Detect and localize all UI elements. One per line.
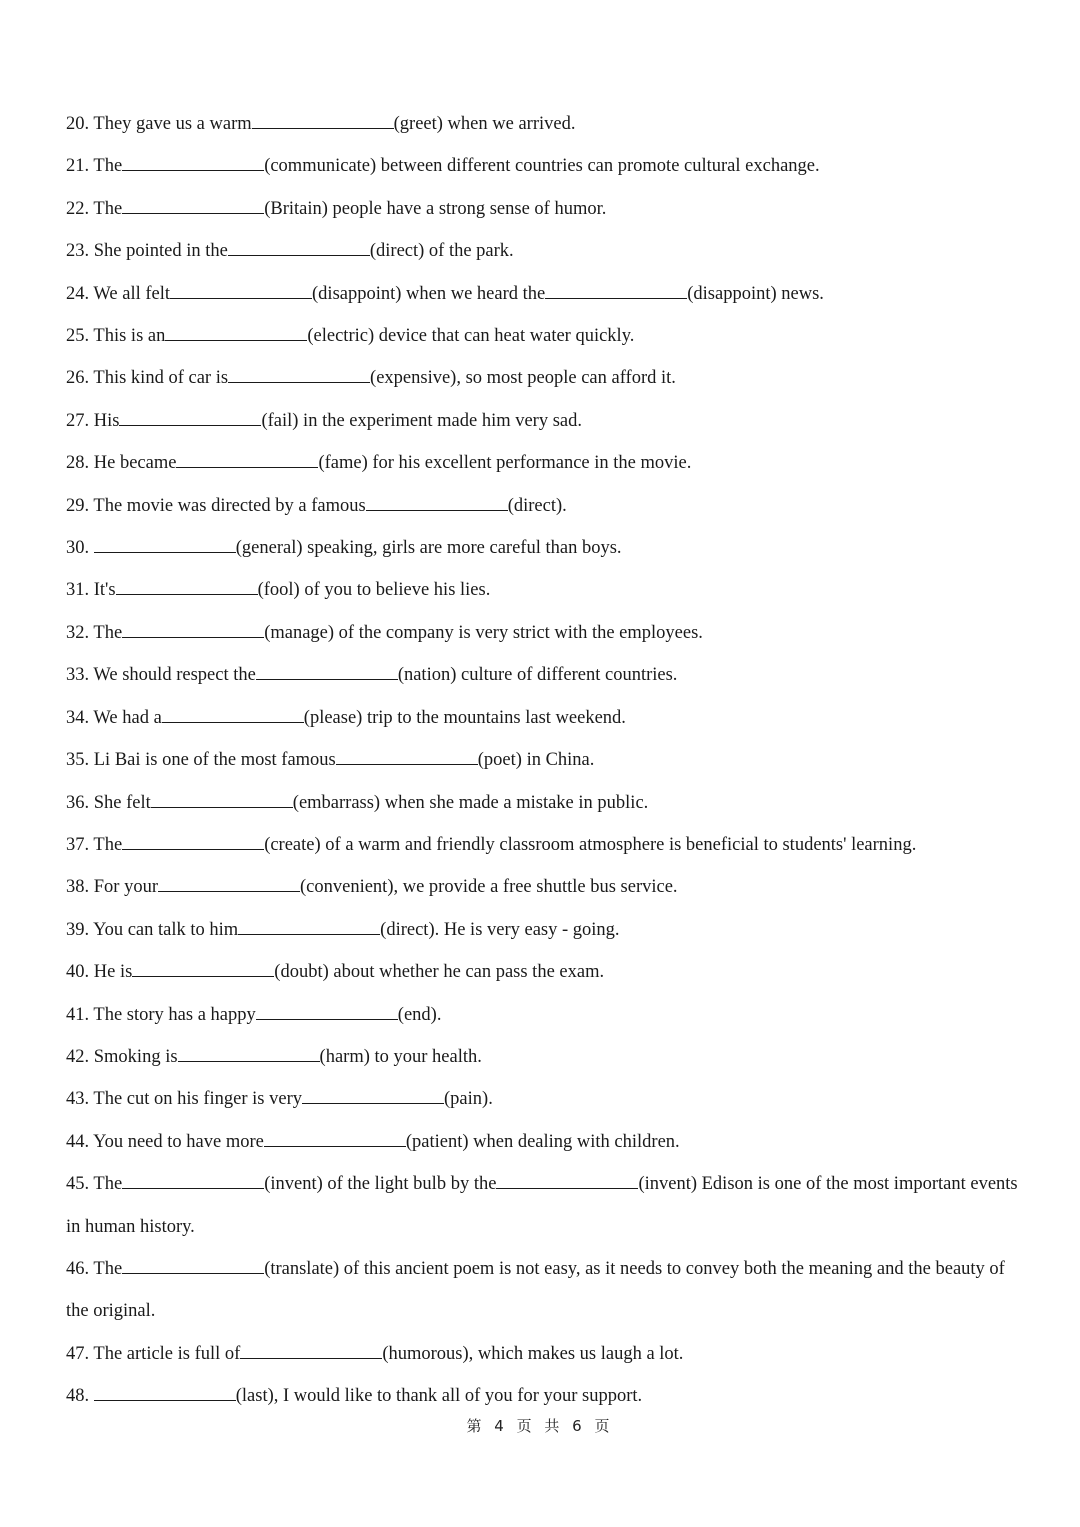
- question-item: [66, 824, 1026, 866]
- question-text: (poet) in China.: [477, 750, 595, 771]
- question-text: (end).: [397, 1004, 442, 1025]
- question-item: [66, 145, 1026, 187]
- question-item: [66, 103, 1026, 145]
- question-number: 20.: [66, 114, 90, 134]
- question-item: [66, 612, 1026, 654]
- question-item: [66, 188, 1026, 230]
- answer-blank[interactable]: [122, 1173, 264, 1189]
- question-number: 29.: [66, 495, 90, 516]
- question-item: [66, 909, 1026, 951]
- answer-blank[interactable]: [122, 155, 264, 171]
- answer-blank[interactable]: [228, 367, 370, 383]
- question-text: (expensive), so most people can afford it.: [370, 368, 676, 389]
- question-text: The: [93, 622, 123, 643]
- question-text: (disappoint) when we heard the: [312, 283, 546, 304]
- question-text: She felt: [93, 792, 151, 813]
- question-text: The movie was directed by a famous: [93, 495, 366, 516]
- question-number: 32.: [66, 622, 90, 643]
- question-number: 27.: [66, 410, 90, 431]
- question-item: [66, 654, 1026, 696]
- question-text: (last), I would like to thank all of you for your support.: [235, 1386, 643, 1407]
- question-number: 28.: [66, 453, 90, 474]
- question-item: [66, 782, 1026, 824]
- question-text: The: [93, 1258, 123, 1279]
- answer-blank[interactable]: [302, 1088, 444, 1104]
- question-text: (embarrass) when she made a mistake in public.: [292, 792, 649, 813]
- question-text: The story has a happy: [93, 1004, 256, 1025]
- question-text: She pointed in the: [93, 241, 228, 262]
- question-number: 45.: [66, 1174, 90, 1195]
- question-text: (patient) when dealing with children.: [405, 1131, 680, 1152]
- answer-blank[interactable]: [256, 1004, 398, 1020]
- question-text: (disappoint) news.: [687, 283, 824, 304]
- question-text: (fail) in the experiment made him very sad.: [261, 410, 583, 431]
- answer-blank[interactable]: [122, 1258, 264, 1274]
- question-text: The: [93, 198, 123, 219]
- question-text: (invent) Edison is one of the most important events in human history.: [66, 1174, 1018, 1237]
- answer-blank[interactable]: [122, 834, 264, 850]
- question-number: 46.: [66, 1258, 90, 1279]
- question-text: (please) trip to the mountains last weekend.: [303, 707, 626, 728]
- question-number: 41.: [66, 1004, 90, 1025]
- question-number: 35.: [66, 750, 90, 771]
- question-text: The: [93, 1174, 123, 1195]
- question-text: They gave us a warm: [93, 114, 252, 134]
- question-text: (fool) of you to believe his lies.: [257, 580, 491, 601]
- question-text: (manage) of the company is very strict with the employees.: [264, 622, 703, 643]
- question-item: [66, 357, 1026, 399]
- question-text: We all felt: [93, 283, 171, 304]
- question-number: 31.: [66, 580, 90, 601]
- answer-blank[interactable]: [119, 410, 261, 426]
- question-text: (direct). He is very easy - going.: [380, 919, 620, 940]
- question-text: (humorous), which makes us laugh a lot.: [382, 1343, 684, 1364]
- question-item: [66, 1333, 1026, 1375]
- question-text: His: [93, 410, 120, 431]
- question-item: [66, 1163, 1026, 1248]
- question-number: 34.: [66, 707, 90, 728]
- question-text: (direct) of the park.: [369, 241, 514, 262]
- question-text: Li Bai is one of the most famous: [93, 750, 336, 771]
- question-text: (fame) for his excellent performance in the movie.: [318, 453, 692, 474]
- question-number: 42.: [66, 1046, 90, 1067]
- question-number: 43.: [66, 1089, 90, 1110]
- question-text: (general) speaking, girls are more careful than boys.: [235, 538, 622, 559]
- question-text: He became: [93, 453, 177, 474]
- question-text: This is an: [93, 326, 166, 347]
- question-text: We should respect the: [93, 665, 256, 686]
- answer-blank[interactable]: [264, 1131, 406, 1147]
- question-number: 22.: [66, 198, 90, 219]
- question-text: The cut on his finger is very: [93, 1089, 303, 1110]
- answer-blank[interactable]: [240, 1343, 382, 1359]
- question-text: (create) of a warm and friendly classroom atmosphere is beneficial to students' learning.: [264, 834, 917, 855]
- question-number: 38.: [66, 877, 90, 898]
- question-text: (harm) to your health.: [319, 1046, 482, 1067]
- question-item: [66, 527, 1026, 569]
- question-number: 36.: [66, 792, 90, 813]
- question-text: (doubt) about whether he can pass the exam.: [274, 962, 605, 983]
- question-text: (pain).: [444, 1089, 493, 1110]
- question-number: 23.: [66, 241, 90, 262]
- answer-blank[interactable]: [132, 961, 274, 977]
- question-number: 44.: [66, 1131, 90, 1152]
- question-text: (invent) of the light bulb by the: [264, 1174, 497, 1195]
- page-footer: 第 4 页 共 6 页: [466, 1417, 614, 1435]
- answer-blank[interactable]: [545, 283, 687, 299]
- question-text: (electric) device that can heat water quickly.: [307, 326, 635, 347]
- question-item: [66, 1078, 1026, 1120]
- question-text: You can talk to him: [93, 919, 239, 940]
- question-item: [66, 1248, 1026, 1333]
- question-item: [66, 866, 1026, 908]
- question-item: [66, 273, 1026, 315]
- answer-blank[interactable]: [238, 919, 380, 935]
- question-text: The article is full of: [93, 1343, 241, 1364]
- answer-blank[interactable]: [366, 495, 508, 511]
- answer-blank[interactable]: [151, 792, 293, 808]
- question-text: He is: [93, 962, 133, 983]
- answer-blank[interactable]: [116, 579, 258, 595]
- question-item: [66, 951, 1026, 993]
- answer-blank[interactable]: [256, 664, 398, 680]
- answer-blank[interactable]: [94, 1385, 236, 1401]
- question-item: [66, 485, 1026, 527]
- question-number: 21.: [66, 156, 90, 177]
- question-item: [66, 569, 1026, 611]
- question-item: [66, 400, 1026, 442]
- question-number: 48.: [66, 1386, 90, 1407]
- answer-blank[interactable]: [178, 1046, 320, 1062]
- answer-blank[interactable]: [336, 749, 478, 765]
- question-list: [66, 103, 1026, 1418]
- question-text: (direct).: [507, 495, 567, 516]
- question-number: 30.: [66, 538, 90, 559]
- question-number: 24.: [66, 283, 90, 304]
- question-number: 47.: [66, 1343, 90, 1364]
- question-item: [66, 1375, 1026, 1417]
- question-number: 37.: [66, 834, 90, 855]
- question-text: Smoking is: [93, 1046, 178, 1067]
- question-item: [66, 739, 1026, 781]
- answer-blank[interactable]: [252, 113, 394, 129]
- question-number: 33.: [66, 665, 90, 686]
- answer-blank[interactable]: [158, 876, 300, 892]
- answer-blank[interactable]: [122, 622, 264, 638]
- answer-blank[interactable]: [162, 707, 304, 723]
- question-item: [66, 994, 1026, 1036]
- question-number: 39.: [66, 919, 90, 940]
- question-text: The: [93, 834, 123, 855]
- question-item: [66, 1036, 1026, 1078]
- question-item: [66, 697, 1026, 739]
- question-item: [66, 1121, 1026, 1163]
- question-text: It's: [93, 580, 116, 601]
- answer-blank[interactable]: [228, 240, 370, 256]
- question-text: (Britain) people have a strong sense of humor.: [264, 198, 607, 219]
- question-text: (translate) of this ancient poem is not easy, as it needs to convey both the meaning and the beauty of the original.: [66, 1258, 1005, 1322]
- answer-blank[interactable]: [122, 198, 264, 214]
- answer-blank[interactable]: [94, 537, 236, 553]
- question-text: For your: [93, 877, 158, 898]
- answer-blank[interactable]: [176, 452, 318, 468]
- question-number: 25.: [66, 326, 90, 347]
- question-text: You need to have more: [93, 1131, 264, 1152]
- question-text: (convenient), we provide a free shuttle bus service.: [300, 877, 678, 898]
- question-text: This kind of car is: [93, 368, 229, 389]
- question-text: (communicate) between different countries can promote cultural exchange.: [264, 156, 820, 177]
- question-text: (greet) when we arrived.: [393, 114, 576, 134]
- question-text: We had a: [93, 707, 162, 728]
- question-item: [66, 315, 1026, 357]
- question-number: 40.: [66, 962, 90, 983]
- question-item: [66, 230, 1026, 272]
- question-text: The: [93, 156, 123, 177]
- answer-blank[interactable]: [496, 1173, 638, 1189]
- question-number: 26.: [66, 368, 90, 389]
- question-item: [66, 442, 1026, 484]
- question-text: (nation) culture of different countries.: [397, 665, 678, 686]
- answer-blank[interactable]: [170, 283, 312, 299]
- answer-blank[interactable]: [165, 325, 307, 341]
